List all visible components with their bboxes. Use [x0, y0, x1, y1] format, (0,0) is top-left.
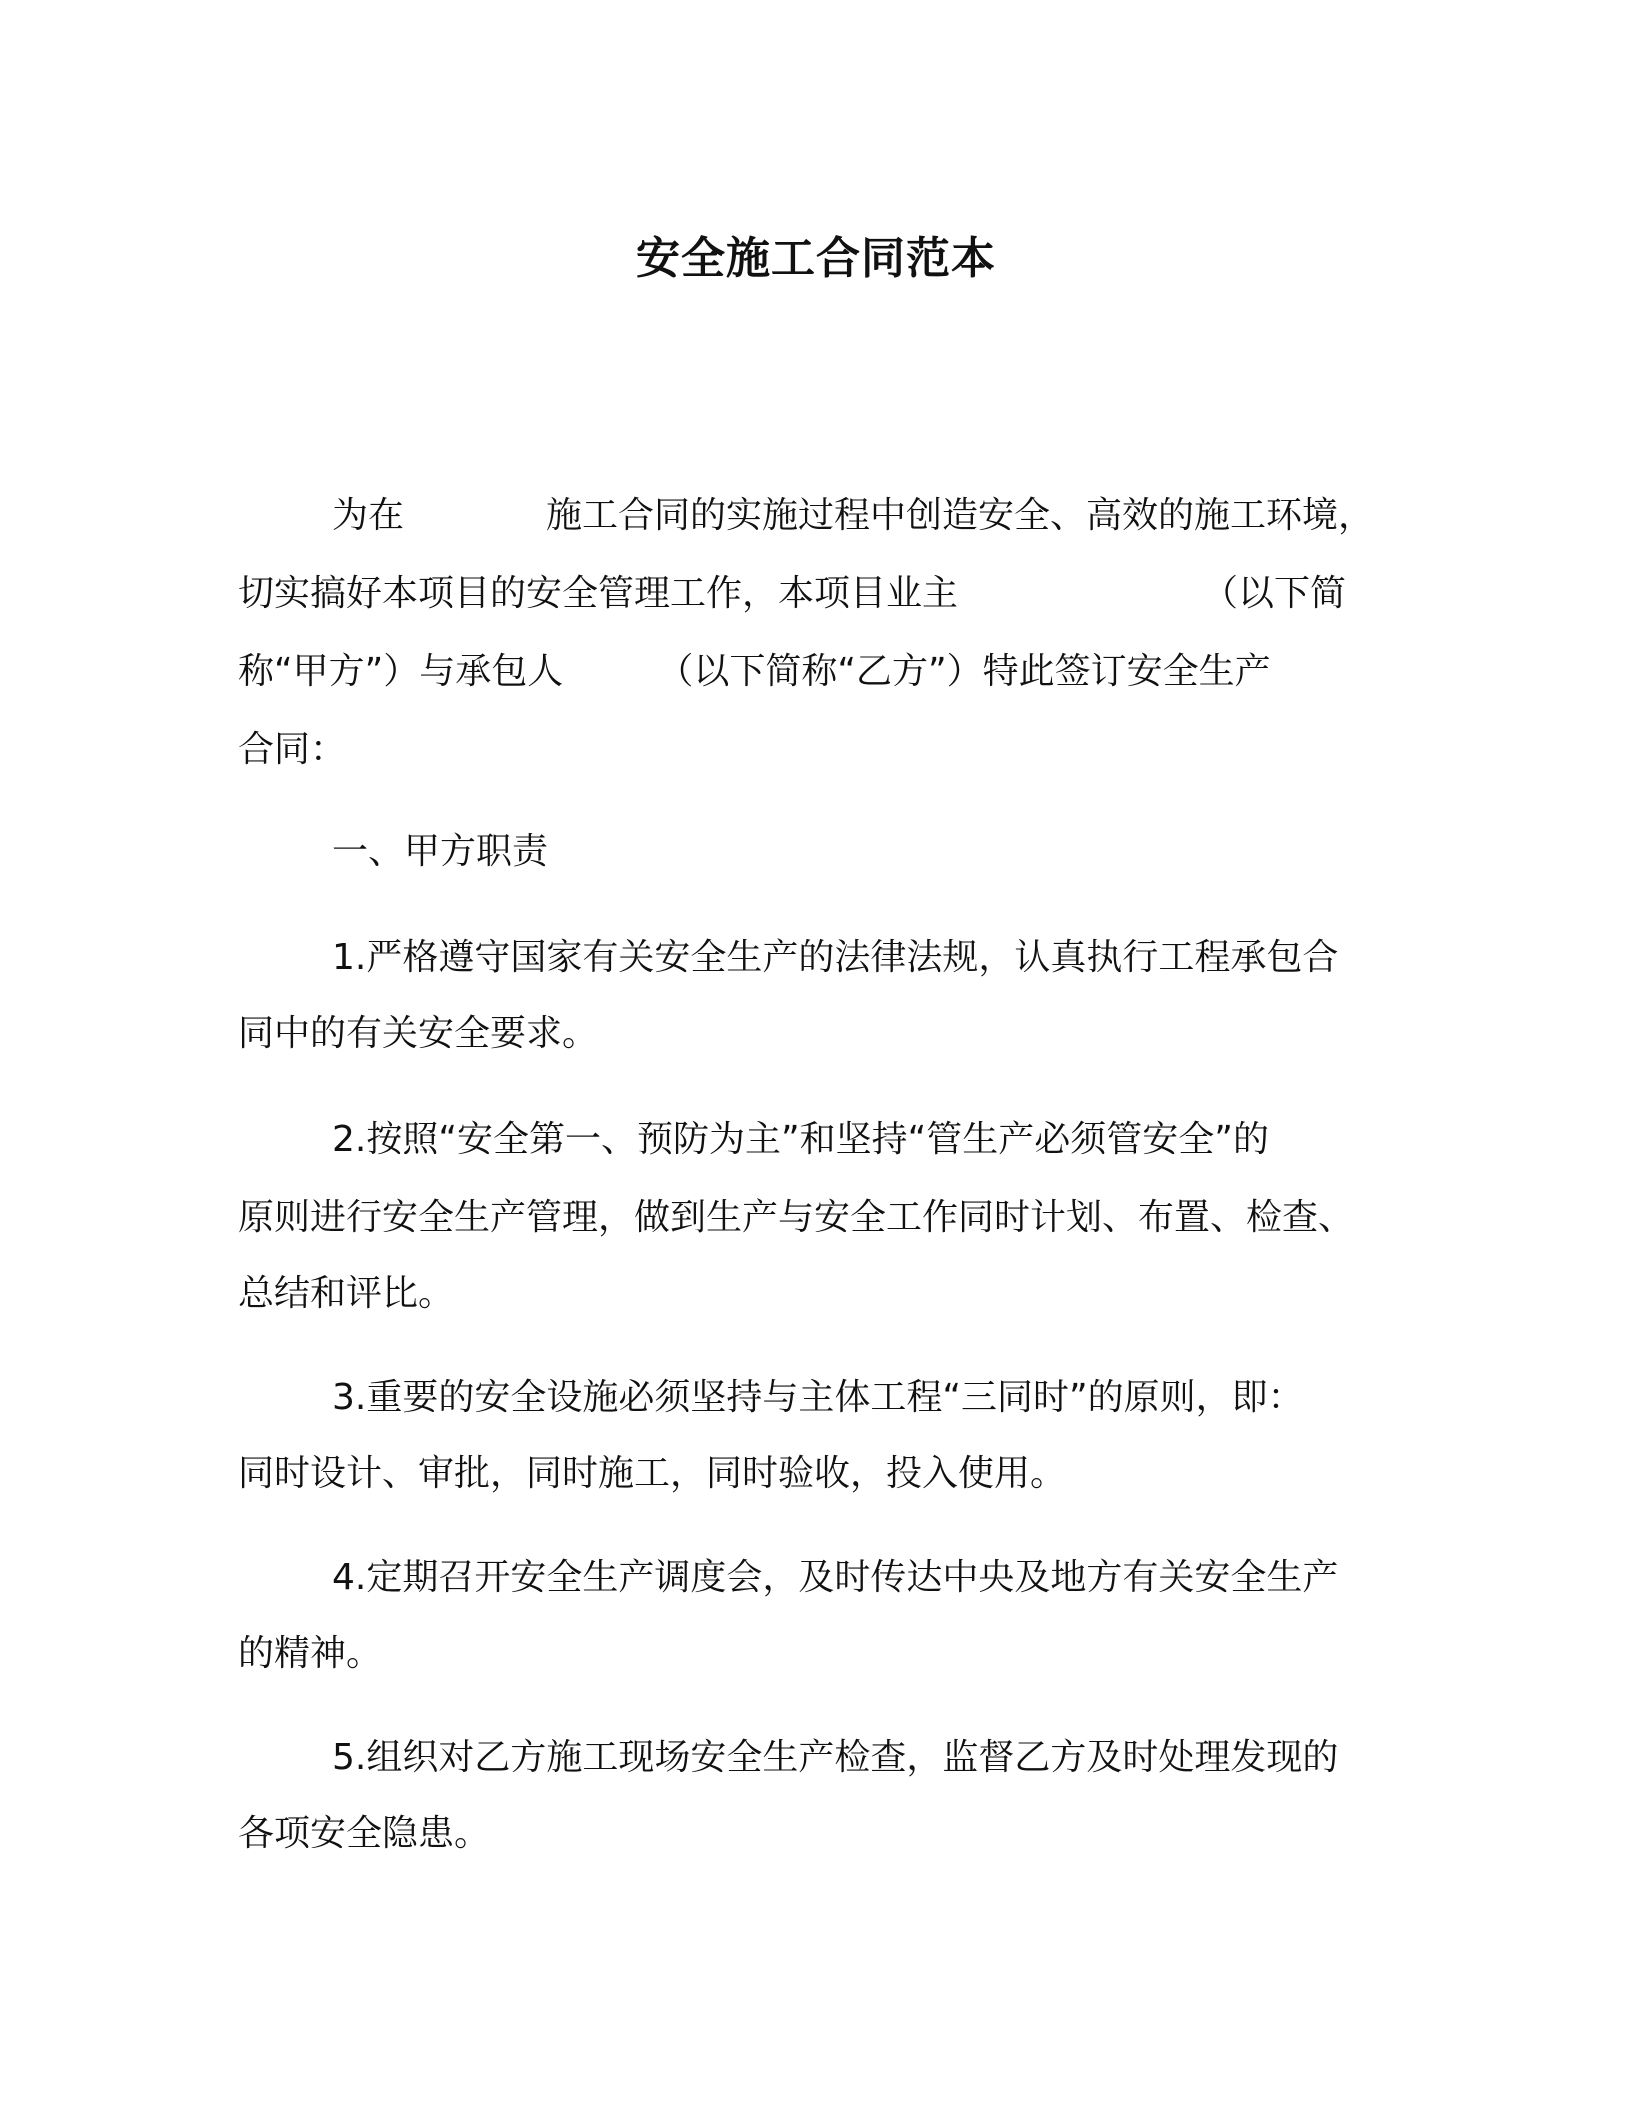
- intro-line-3: [238, 650, 1271, 694]
- item-2-line-2: 原则进行安全生产管理，做到生产与安全工作同时计划、布置、检查、: [238, 1197, 1355, 1238]
- item-2-line-3: 总结和评比。: [238, 1273, 455, 1314]
- item-3-line-2: 同时设计、审批，同时施工，同时验收，投入使用。: [238, 1453, 1067, 1494]
- item-4-line-1: 4.定期召开安全生产调度会，及时传达中央及地方有关安全生产: [332, 1557, 1339, 1598]
- intro-line-1: [332, 494, 1374, 538]
- intro-line-2: [238, 572, 1346, 616]
- item-3-line-1: 3.重要的安全设施必须坚持与主体工程“三同时”的原则，即：: [332, 1377, 1304, 1418]
- item-1-line-2: 同中的有关安全要求。: [238, 1013, 599, 1054]
- item-5-line-1: 5.组织对乙方施工现场安全生产检查，监督乙方及时处理发现的: [332, 1737, 1339, 1778]
- intro-text: （以下简称“乙方”）特此签订安全生产: [657, 651, 1271, 692]
- section-heading: 一、甲方职责: [332, 831, 549, 872]
- intro-text: （以下简: [1202, 573, 1347, 614]
- intro-text: 为在: [332, 495, 405, 536]
- intro-line-4: 合同：: [238, 729, 347, 770]
- item-4-line-2: 的精神。: [238, 1633, 383, 1674]
- intro-text: 施工合同的实施过程中创造安全、高效的施工环境，: [546, 495, 1375, 536]
- intro-text: 称“甲方”）与承包人: [238, 651, 564, 692]
- item-5-line-2: 各项安全隐患。: [238, 1813, 491, 1854]
- document-title: 安全施工合同范本: [636, 233, 996, 284]
- item-2-line-1: 2.按照“安全第一、预防为主”和坚持“管生产必须管安全”的: [332, 1119, 1269, 1160]
- intro-text: 切实搞好本项目的安全管理工作，本项目业主: [238, 573, 959, 614]
- item-1-line-1: 1.严格遵守国家有关安全生产的法律法规，认真执行工程承包合: [332, 937, 1339, 978]
